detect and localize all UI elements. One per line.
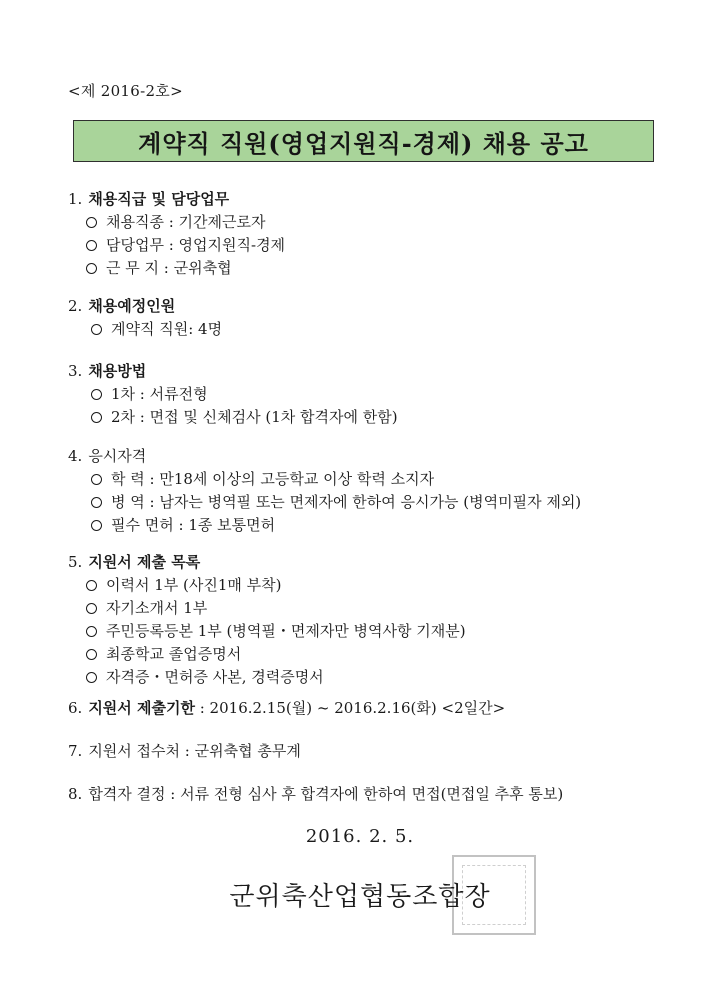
list-item: 1차 : 서류전형 xyxy=(91,383,398,406)
list-item: 계약직 직원: 4명 xyxy=(91,318,222,341)
circle-bullet-icon xyxy=(86,626,97,637)
section-8 xyxy=(68,783,563,806)
section-2 xyxy=(68,295,222,341)
list-item: 근 무 지 : 군위축협 xyxy=(86,257,285,280)
list-item: 이력서 1부 (사진1매 부착) xyxy=(86,574,466,597)
circle-bullet-icon xyxy=(86,580,97,591)
section-7 xyxy=(68,740,301,763)
signer-name: 군위축산업협동조합장 xyxy=(229,882,491,912)
circle-bullet-icon xyxy=(86,217,97,228)
list-item: 2차 : 면접 및 신체검사 (1차 합격자에 한함) xyxy=(91,406,398,429)
circle-bullet-icon xyxy=(91,497,102,508)
list-item: 자격증・면허증 사본, 경력증명서 xyxy=(86,666,466,689)
section-heading: 지원서 제출 목록 xyxy=(88,553,201,571)
section-6 xyxy=(68,697,505,720)
circle-bullet-icon xyxy=(91,520,102,531)
circle-bullet-icon xyxy=(86,240,97,251)
list-item: 자기소개서 1부 xyxy=(86,597,466,620)
document-date: 2016. 2. 5. xyxy=(305,826,415,847)
section-heading: 채용직급 및 담당업무 xyxy=(88,190,230,208)
section-heading: 응시자격 xyxy=(88,447,147,465)
section-5 xyxy=(68,551,466,689)
section-number: 4. xyxy=(68,447,83,465)
title-banner xyxy=(73,120,654,162)
circle-bullet-icon xyxy=(86,603,97,614)
section-heading: 지원서 제출기한 xyxy=(88,699,195,717)
section-number: 5. xyxy=(68,553,83,571)
section-value: : 군위축협 총무계 xyxy=(180,742,301,760)
section-heading: 지원서 접수처 xyxy=(88,742,181,760)
section-heading: 합격자 결정 xyxy=(88,785,166,803)
list-item: 채용직종 : 기간제근로자 xyxy=(86,211,285,234)
list-item: 최종학교 졸업증명서 xyxy=(86,643,466,666)
list-item: 담당업무 : 영업지원직-경제 xyxy=(86,234,285,257)
circle-bullet-icon xyxy=(91,474,102,485)
circle-bullet-icon xyxy=(86,263,97,274)
section-number: 8. xyxy=(68,785,83,803)
section-value: : 2016.2.15(월) ~ 2016.2.16(화) <2일간> xyxy=(194,699,506,717)
document-number: <제 2016-2호> xyxy=(68,82,183,100)
section-number: 3. xyxy=(68,362,83,380)
circle-bullet-icon xyxy=(91,324,102,335)
section-number: 7. xyxy=(68,742,83,760)
section-heading: 채용방법 xyxy=(88,362,147,380)
section-heading: 채용예정인원 xyxy=(88,297,176,315)
section-number: 6. xyxy=(68,699,83,717)
circle-bullet-icon xyxy=(91,412,102,423)
circle-bullet-icon xyxy=(86,672,97,683)
section-value: : 서류 전형 심사 후 합격자에 한하여 면접(면접일 추후 통보) xyxy=(165,785,564,803)
section-4 xyxy=(68,445,581,537)
section-number: 1. xyxy=(68,190,83,208)
section-number: 2. xyxy=(68,297,83,315)
list-item: 필수 면허 : 1종 보통면허 xyxy=(91,514,581,537)
section-1 xyxy=(68,188,285,280)
list-item: 학 력 : 만18세 이상의 고등학교 이상 학력 소지자 xyxy=(91,468,581,491)
list-item: 병 역 : 남자는 병역필 또는 면제자에 한하여 응시가능 (병역미필자 제외) xyxy=(91,491,581,514)
circle-bullet-icon xyxy=(86,649,97,660)
document-title: 계약직 직원(영업지원직-경제) 채용 공고 xyxy=(138,128,589,158)
circle-bullet-icon xyxy=(91,389,102,400)
section-3 xyxy=(68,360,398,429)
list-item: 주민등록등본 1부 (병역필・면제자만 병역사항 기재분) xyxy=(86,620,466,643)
